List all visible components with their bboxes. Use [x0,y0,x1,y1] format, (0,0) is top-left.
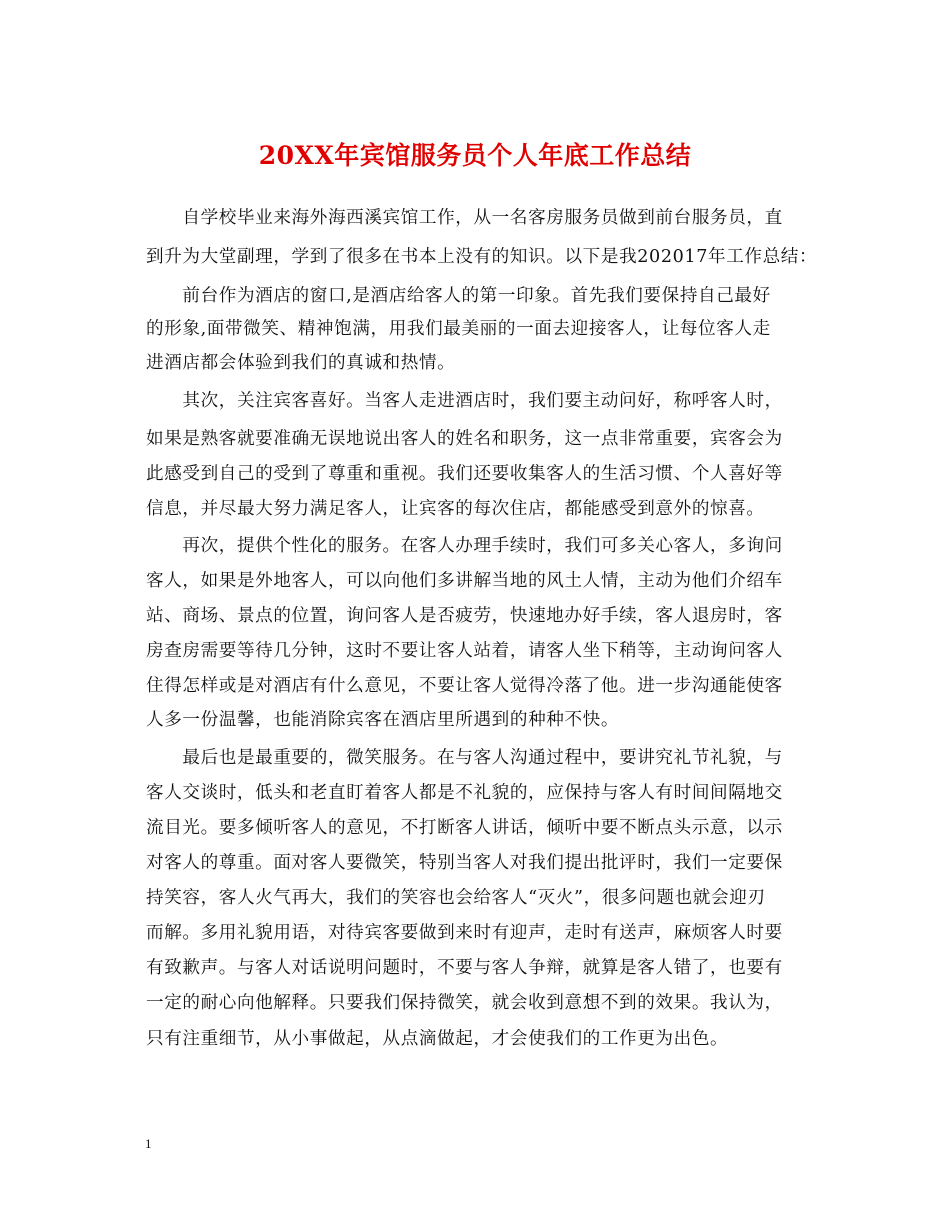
body-line: 一定的耐心向他解释。只要我们保持微笑，就会收到意想不到的效果。我认为， [146,993,783,1013]
body-line: 再次，提供个性化的服务。在客人办理手续时，我们可多关心客人，多询问 [146,536,783,556]
body-line: 持笑容，客人火气再大，我们的笑容也会给客人“灭火”，很多问题也就会迎刃 [146,888,766,908]
body-line: 的形象,面带微笑、精神饱满，用我们最美丽的一面去迎接客人，让每位客人走 [146,319,771,339]
body-line: 而解。多用礼貌用语，对待宾客要做到来时有迎声，走时有送声，麻烦客人时要 [146,923,783,943]
page-number: 1 [145,1136,152,1151]
body-line: 如果是熟客就要准确无误地说出客人的姓名和职务，这一点非常重要，宾客会为 [146,429,783,449]
body-line: 只有注重细节，从小事做起，从点滴做起，才会使我们的工作更为出色。 [146,1029,729,1049]
body-line: 信息，并尽最大努力满足客人，让宾客的每次住店，都能感受到意外的惊喜。 [146,499,765,519]
body-line: 房查房需要等待几分钟，这时不要让客人站着，请客人坐下稍等，主动询问客人 [146,641,783,661]
body-line: 站、商场、景点的位置，询问客人是否疲劳，快速地办好手续，客人退房时，客 [146,606,783,626]
body-line: 人多一份温馨，也能消除宾客在酒店里所遇到的种种不快。 [146,710,620,730]
body-line: 最后也是最重要的，微笑服务。在与客人沟通过程中，要讲究礼节礼貌，与 [146,748,783,768]
body-line: 前台作为酒店的窗口,是酒店给客人的第一印象。首先我们要保持自己最好 [146,286,771,306]
body-line: 对客人的尊重。面对客人要微笑，特别当客人对我们提出批评时，我们一定要保 [146,853,783,873]
document-title: 20XX年宾馆服务员个人年底工作总结 [258,141,692,170]
body-line: 有致歉声。与客人对话说明问题时，不要与客人争辩，就算是客人错了，也要有 [146,958,783,978]
body-line: 流目光。要多倾听客人的意见，不打断客人讲话，倾听中要不断点头示意，以示 [146,818,783,838]
body-line: 进酒店都会体验到我们的真诚和热情。 [146,353,456,373]
body-line: 自学校毕业来海外海西溪宾馆工作，从一名客房服务员做到前台服务员，直 [146,208,783,228]
body-line: 客人，如果是外地客人，可以向他们多讲解当地的风土人情，主动为他们介绍车 [146,571,783,591]
body-line: 客人交谈时，低头和老直盯着客人都是不礼貌的，应保持与客人有时间间隔地交 [146,783,783,803]
body-line: 住得怎样或是对酒店有什么意见，不要让客人觉得冷落了他。进一步沟通能使客 [146,676,783,696]
body-line: 到升为大堂副理，学到了很多在书本上没有的知识。以下是我202017年工作总结： [146,247,818,267]
body-line: 此感受到自己的受到了尊重和重视。我们还要收集客人的生活习惯、个人喜好等 [146,464,783,484]
body-line: 其次，关注宾客喜好。当客人走进酒店时，我们要主动问好，称呼客人时， [146,391,783,411]
